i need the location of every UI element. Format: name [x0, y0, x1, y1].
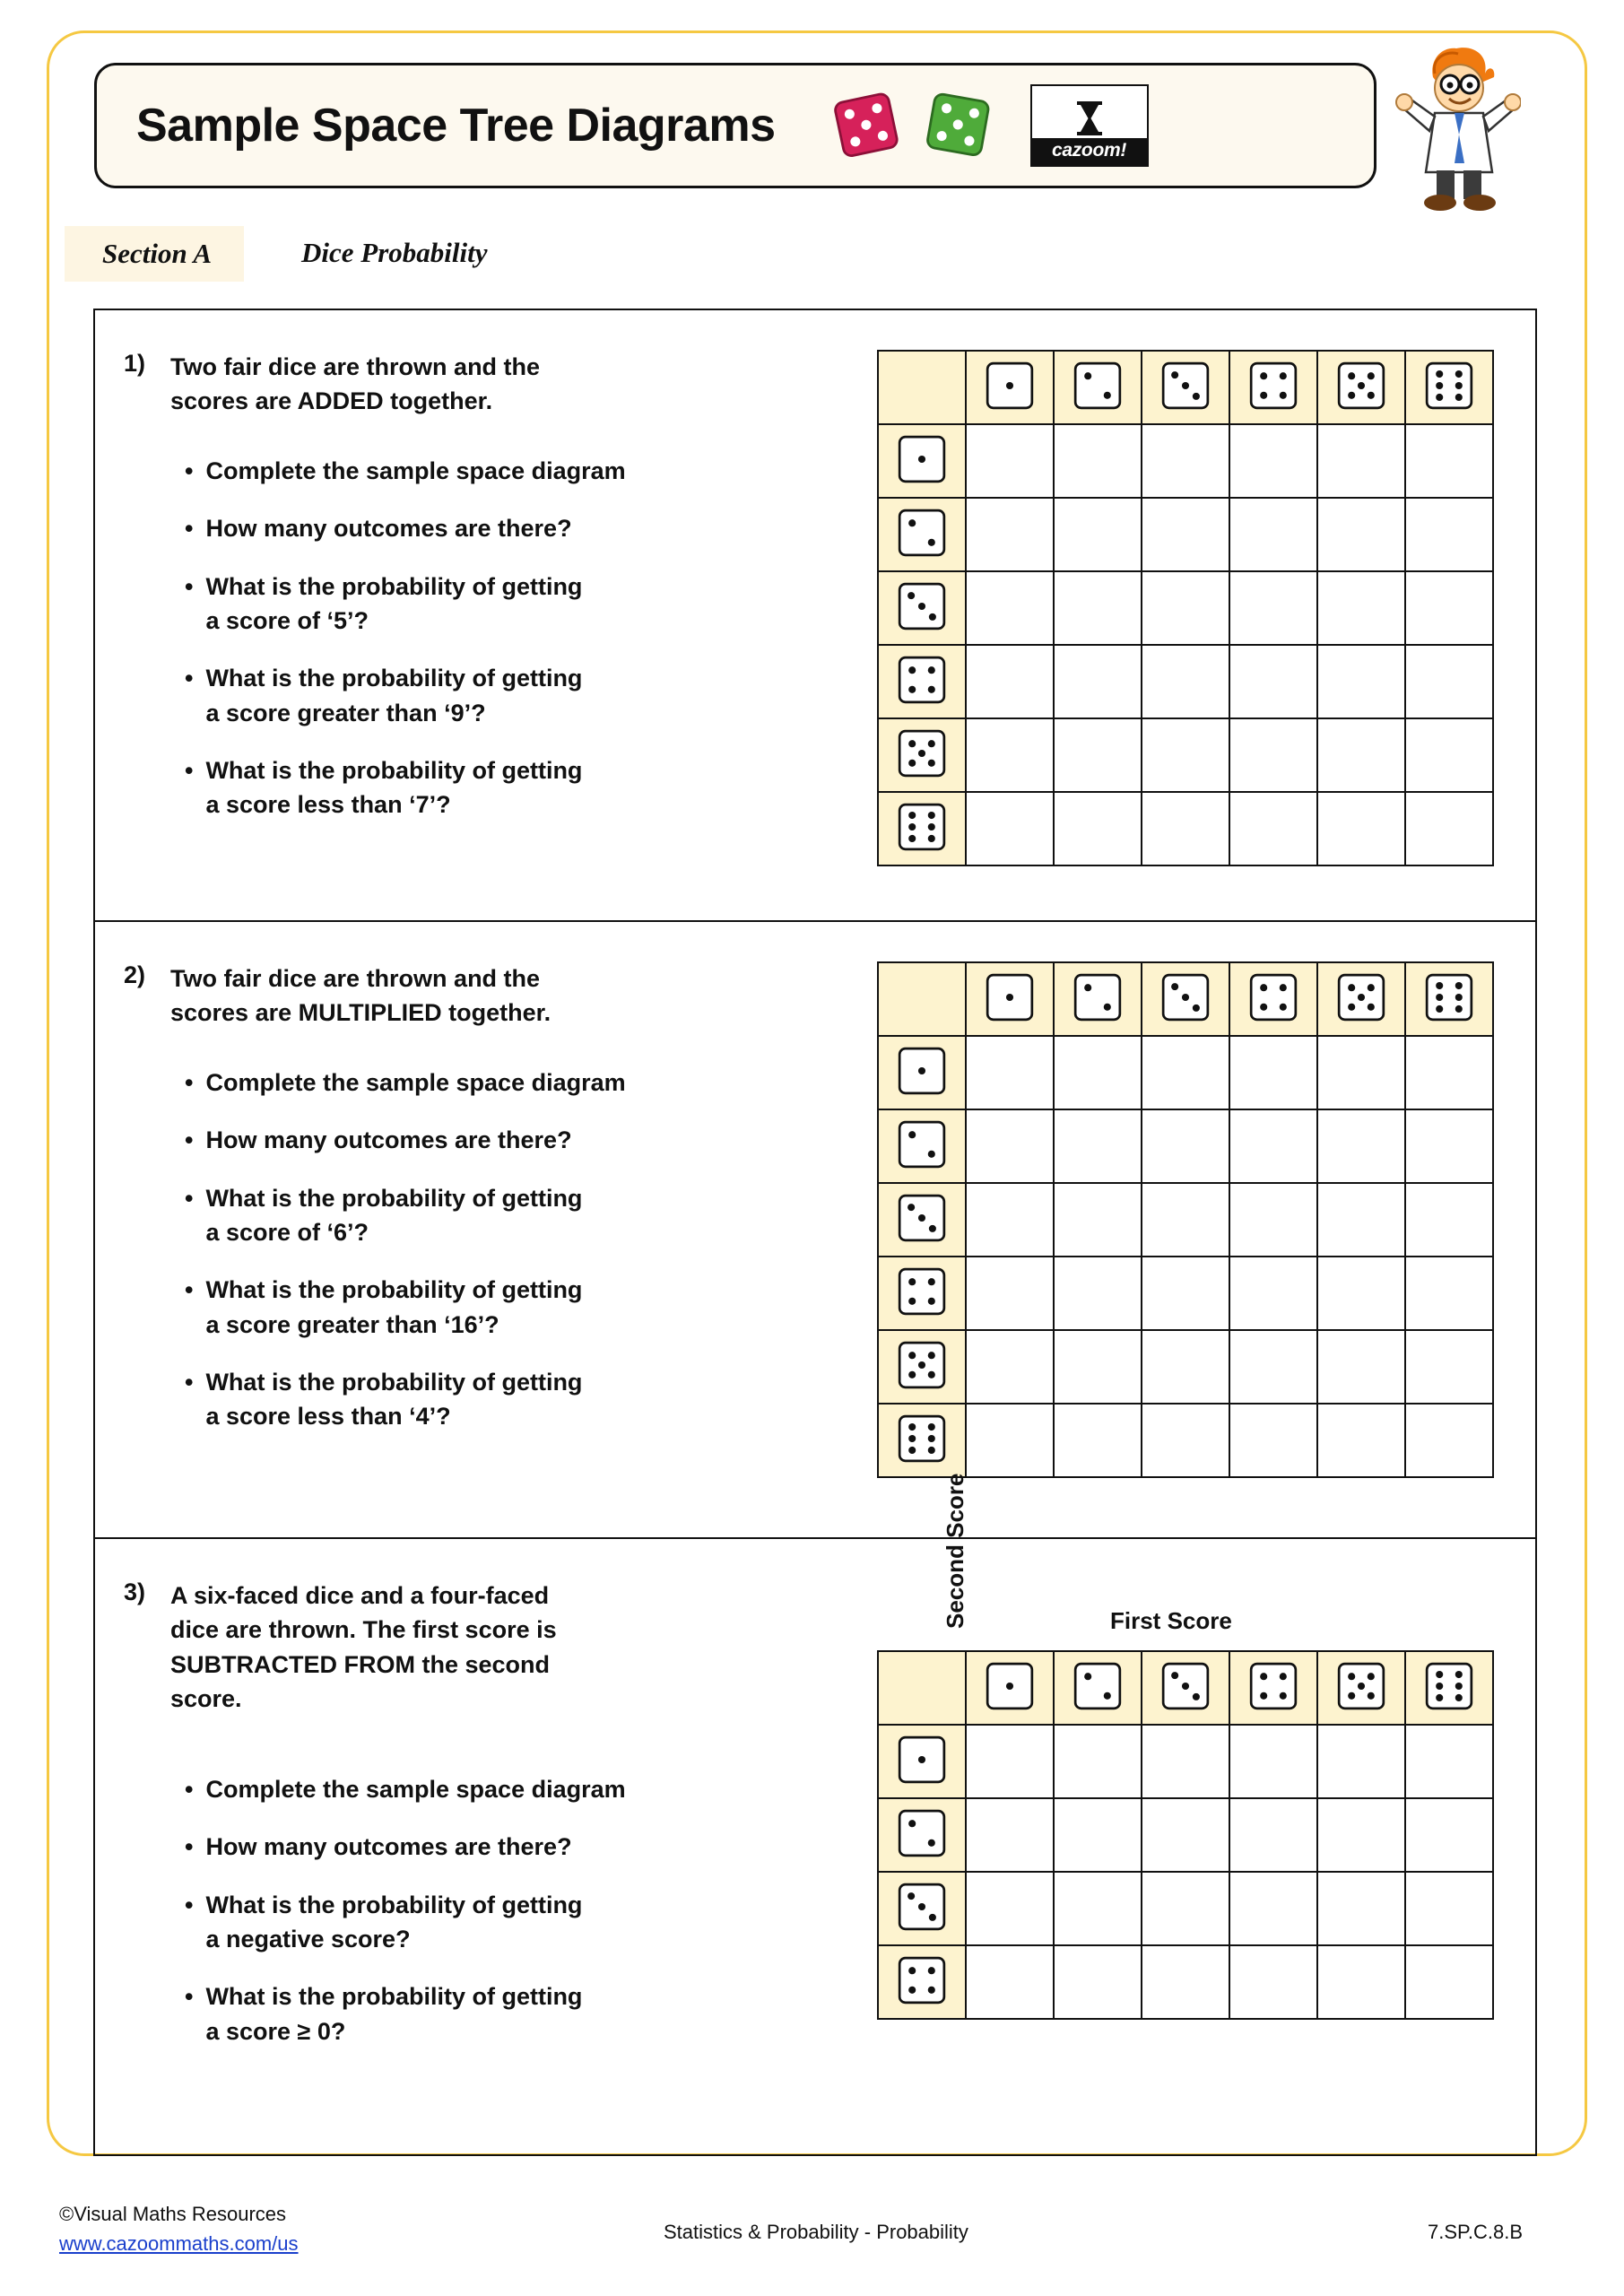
answer-cell-r3-c2[interactable]	[1054, 1183, 1142, 1257]
answer-cell-r2-c2[interactable]	[1054, 1109, 1142, 1183]
answer-cell-r6-c4[interactable]	[1229, 1404, 1317, 1477]
column-header-die-5	[1317, 351, 1405, 424]
bullet-text: Complete the sample space diagram	[205, 1776, 626, 1803]
table-row	[878, 1725, 1493, 1798]
copyright-text: ©Visual Maths Resources	[59, 2203, 287, 2225]
table-row	[878, 1183, 1493, 1257]
answer-cell-r4-c6[interactable]	[1405, 1257, 1493, 1330]
question-2-text	[170, 961, 726, 1031]
column-header-die-3	[1142, 351, 1229, 424]
column-header-die-1	[966, 351, 1054, 424]
bullet-text-2: a score of ‘5’?	[205, 606, 369, 634]
answer-cell-r2-c3[interactable]	[1142, 1109, 1229, 1183]
row-header-die-6	[878, 792, 966, 865]
bullet-dot-icon: •	[185, 1276, 194, 1304]
table-row	[878, 571, 1493, 645]
bullet-text: What is the probability of getting	[205, 572, 583, 600]
answer-cell-r2-c3[interactable]	[1142, 498, 1229, 571]
table-row	[878, 1036, 1493, 1109]
answer-cell-r3-c5[interactable]	[1317, 571, 1405, 645]
answer-cell-r3-c2[interactable]	[1054, 571, 1142, 645]
question-3-line-4: score.	[170, 1684, 242, 1712]
table-row	[878, 1109, 1493, 1183]
answer-cell-r4-c2[interactable]	[1054, 1257, 1142, 1330]
bullet-dot-icon: •	[185, 1126, 194, 1154]
grid-3-left-axis-label: Second Score	[942, 1473, 968, 1629]
row-header-die-5	[878, 718, 966, 792]
column-header-die-1	[966, 962, 1054, 1036]
answer-cell-r4-c4[interactable]	[1229, 1257, 1317, 1330]
question-3-bullets	[185, 1772, 795, 2072]
answer-cell-r6-c6[interactable]	[1405, 792, 1493, 865]
list-item	[185, 1365, 795, 1434]
question-1-number: 1)	[124, 350, 146, 377]
table-row	[878, 1945, 1493, 2019]
bullet-text-2: a score less than ‘7’?	[205, 791, 451, 819]
table-row	[878, 498, 1493, 571]
answer-cell-r3-c3[interactable]	[1142, 1872, 1229, 1945]
column-header-die-4	[1229, 1651, 1317, 1725]
answer-cell-r5-c3[interactable]	[1142, 718, 1229, 792]
answer-cell-r1-c1[interactable]	[966, 1036, 1054, 1109]
bullet-text-2: a score ≥ 0?	[205, 2017, 346, 2045]
answer-cell-r6-c6[interactable]	[1405, 1404, 1493, 1477]
list-item	[185, 1772, 795, 1806]
answer-cell-r3-c5[interactable]	[1317, 1183, 1405, 1257]
bullet-text: What is the probability of getting	[205, 665, 583, 692]
answer-cell-r3-c6[interactable]	[1405, 571, 1493, 645]
section-label: Section A	[102, 238, 213, 269]
bullet-text: What is the probability of getting	[205, 1368, 583, 1396]
cazoom-wordmark: cazoom!	[1032, 138, 1147, 165]
column-header-die-6	[1405, 1651, 1493, 1725]
grid-corner-cell	[878, 351, 966, 424]
table-row	[878, 718, 1493, 792]
table-row	[878, 1798, 1493, 1872]
row-header-die-3	[878, 1183, 966, 1257]
bullet-dot-icon: •	[185, 756, 194, 784]
answer-cell-r4-c1[interactable]	[966, 1945, 1054, 2019]
list-item	[185, 1123, 795, 1157]
answer-cell-r2-c6[interactable]	[1405, 1109, 1493, 1183]
answer-cell-r4-c2[interactable]	[1054, 1945, 1142, 2019]
answer-cell-r6-c3[interactable]	[1142, 792, 1229, 865]
list-item	[185, 753, 795, 822]
answer-cell-r1-c4[interactable]	[1229, 1036, 1317, 1109]
bullet-dot-icon: •	[185, 1184, 194, 1212]
bullet-text: What is the probability of getting	[205, 1276, 583, 1304]
answer-cell-r3-c4[interactable]	[1229, 1183, 1317, 1257]
answer-cell-r5-c6[interactable]	[1405, 718, 1493, 792]
bullet-dot-icon: •	[185, 457, 194, 484]
answer-cell-r3-c6[interactable]	[1405, 1872, 1493, 1945]
sample-space-table	[877, 961, 1494, 1478]
bullet-text: Complete the sample space diagram	[205, 1069, 626, 1096]
answer-cell-r5-c2[interactable]	[1054, 1330, 1142, 1404]
list-item	[185, 1065, 795, 1100]
answer-cell-r3-c1[interactable]	[966, 1183, 1054, 1257]
list-item	[185, 1830, 795, 1864]
answer-cell-r3-c3[interactable]	[1142, 571, 1229, 645]
bullet-text: How many outcomes are there?	[205, 515, 572, 543]
column-header-die-4	[1229, 962, 1317, 1036]
list-item	[185, 454, 795, 488]
answer-cell-r2-c1[interactable]	[966, 1798, 1054, 1872]
answer-cell-r4-c5[interactable]	[1317, 1945, 1405, 2019]
list-item	[185, 1273, 795, 1342]
answer-cell-r1-c4[interactable]	[1229, 424, 1317, 498]
answer-cell-r3-c3[interactable]	[1142, 1183, 1229, 1257]
table-row	[878, 1404, 1493, 1477]
table-row	[878, 424, 1493, 498]
question-3-line-3: SUBTRACTED FROM the second	[170, 1650, 551, 1678]
answer-cell-r1-c5[interactable]	[1317, 424, 1405, 498]
bullet-dot-icon: •	[185, 1891, 194, 1918]
question-1-line-2: scores are ADDED together.	[170, 387, 493, 415]
answer-cell-r6-c5[interactable]	[1317, 792, 1405, 865]
table-header-row	[878, 351, 1493, 424]
answer-cell-r5-c5[interactable]	[1317, 718, 1405, 792]
answer-cell-r1-c6[interactable]	[1405, 1036, 1493, 1109]
bullet-dot-icon: •	[185, 515, 194, 543]
answer-cell-r2-c6[interactable]	[1405, 498, 1493, 571]
row-header-die-3	[878, 1872, 966, 1945]
column-header-die-5	[1317, 962, 1405, 1036]
footer-standard-code: 7.SP.C.8.B	[1428, 2221, 1523, 2243]
bullet-dot-icon: •	[185, 1368, 194, 1396]
question-3-text	[170, 1578, 726, 1716]
bullet-text-2: a score less than ‘4’?	[205, 1403, 451, 1431]
row-header-die-4	[878, 645, 966, 718]
footer-left	[59, 2199, 299, 2258]
column-header-die-2	[1054, 351, 1142, 424]
question-3-number: 3)	[124, 1578, 146, 1605]
bullet-dot-icon: •	[185, 572, 194, 600]
answer-cell-r3-c1[interactable]	[966, 571, 1054, 645]
answer-cell-r1-c3[interactable]	[1142, 1725, 1229, 1798]
bullet-text-2: a negative score?	[205, 1925, 411, 1952]
grid-corner-cell	[878, 962, 966, 1036]
hourglass-icon	[1074, 100, 1105, 136]
answer-cell-r2-c4[interactable]	[1229, 498, 1317, 571]
column-header-die-4	[1229, 351, 1317, 424]
answer-cell-r5-c1[interactable]	[966, 718, 1054, 792]
title-banner	[94, 63, 1376, 188]
column-header-die-2	[1054, 962, 1142, 1036]
green-die-icon	[917, 84, 1000, 167]
row-header-die-5	[878, 1330, 966, 1404]
list-item	[185, 1979, 795, 2048]
list-item	[185, 511, 795, 545]
bullet-dot-icon: •	[185, 1069, 194, 1096]
table-row	[878, 792, 1493, 865]
row-header-die-3	[878, 571, 966, 645]
answer-cell-r5-c4[interactable]	[1229, 718, 1317, 792]
question-1-bullets	[185, 454, 795, 846]
website-link[interactable]: www.cazoommaths.com/us	[59, 2232, 299, 2255]
answer-cell-r2-c4[interactable]	[1229, 1798, 1317, 1872]
row-header-die-1	[878, 1725, 966, 1798]
column-header-die-3	[1142, 962, 1229, 1036]
row-header-die-2	[878, 498, 966, 571]
answer-cell-r2-c5[interactable]	[1317, 1798, 1405, 1872]
answer-cell-r1-c1[interactable]	[966, 1725, 1054, 1798]
answer-cell-r1-c3[interactable]	[1142, 424, 1229, 498]
row-header-die-2	[878, 1109, 966, 1183]
answer-cell-r6-c4[interactable]	[1229, 792, 1317, 865]
answer-cell-r6-c5[interactable]	[1317, 1404, 1405, 1477]
answer-cell-r5-c1[interactable]	[966, 1330, 1054, 1404]
bullet-text: How many outcomes are there?	[205, 1833, 572, 1861]
answer-cell-r3-c5[interactable]	[1317, 1872, 1405, 1945]
answer-cell-r1-c2[interactable]	[1054, 424, 1142, 498]
bullet-dot-icon: •	[185, 1776, 194, 1803]
answer-cell-r2-c5[interactable]	[1317, 498, 1405, 571]
column-header-die-5	[1317, 1651, 1405, 1725]
answer-cell-r5-c5[interactable]	[1317, 1330, 1405, 1404]
question-2-line-1: Two fair dice are thrown and the	[170, 965, 541, 992]
table-header-row	[878, 1651, 1493, 1725]
bullet-text: What is the probability of getting	[205, 756, 583, 784]
sample-space-grid-3[interactable]	[877, 1650, 1494, 2020]
row-header-die-4	[878, 1257, 966, 1330]
column-header-die-2	[1054, 1651, 1142, 1725]
section-tab	[65, 226, 244, 282]
answer-cell-r1-c2[interactable]	[1054, 1036, 1142, 1109]
question-2-line-2: scores are MULTIPLIED together.	[170, 999, 551, 1027]
answer-cell-r2-c6[interactable]	[1405, 1798, 1493, 1872]
bullet-dot-icon: •	[185, 1833, 194, 1861]
list-item	[185, 570, 795, 639]
table-row	[878, 1257, 1493, 1330]
answer-cell-r3-c4[interactable]	[1229, 571, 1317, 645]
sample-space-grid-1[interactable]	[877, 350, 1494, 866]
question-3-line-1: A six-faced dice and a four-faced	[170, 1582, 550, 1609]
row-header-die-6	[878, 1404, 966, 1477]
answer-cell-r2-c2[interactable]	[1054, 1798, 1142, 1872]
answer-cell-r6-c2[interactable]	[1054, 1404, 1142, 1477]
answer-cell-r1-c5[interactable]	[1317, 1725, 1405, 1798]
answer-cell-r4-c4[interactable]	[1229, 1945, 1317, 2019]
row-header-die-2	[878, 1798, 966, 1872]
title-dice-icons	[826, 84, 1000, 167]
answer-cell-r3-c2[interactable]	[1054, 1872, 1142, 1945]
answer-cell-r4-c3[interactable]	[1142, 1945, 1229, 2019]
answer-cell-r4-c3[interactable]	[1142, 645, 1229, 718]
table-header-row	[878, 962, 1493, 1036]
bullet-text: How many outcomes are there?	[205, 1126, 572, 1154]
answer-cell-r5-c4[interactable]	[1229, 1330, 1317, 1404]
bullet-text: What is the probability of getting	[205, 1891, 583, 1918]
row-header-die-4	[878, 1945, 966, 2019]
column-header-die-1	[966, 1651, 1054, 1725]
content-box	[93, 309, 1537, 2156]
bullet-dot-icon: •	[185, 1983, 194, 2011]
question-1-line-1: Two fair dice are thrown and the	[170, 353, 541, 380]
answer-cell-r4-c2[interactable]	[1054, 645, 1142, 718]
sample-space-table	[877, 350, 1494, 866]
question-1-text	[170, 350, 708, 419]
red-die-icon	[826, 84, 908, 167]
page-title: Sample Space Tree Diagrams	[136, 100, 776, 152]
sample-space-table	[877, 1650, 1494, 2020]
answer-cell-r1-c6[interactable]	[1405, 1725, 1493, 1798]
list-item	[185, 1888, 795, 1957]
bullet-text: What is the probability of getting	[205, 1184, 583, 1212]
bullet-dot-icon: •	[185, 665, 194, 692]
answer-cell-r4-c3[interactable]	[1142, 1257, 1229, 1330]
cazoom-logo	[1030, 84, 1149, 167]
answer-cell-r3-c1[interactable]	[966, 1872, 1054, 1945]
answer-cell-r4-c5[interactable]	[1317, 1257, 1405, 1330]
answer-cell-r1-c5[interactable]	[1317, 1036, 1405, 1109]
answer-cell-r3-c6[interactable]	[1405, 1183, 1493, 1257]
answer-cell-r1-c3[interactable]	[1142, 1036, 1229, 1109]
row-header-die-1	[878, 1036, 966, 1109]
answer-cell-r5-c2[interactable]	[1054, 718, 1142, 792]
list-item	[185, 1181, 795, 1250]
bullet-text: What is the probability of getting	[205, 1983, 583, 2011]
answer-cell-r1-c2[interactable]	[1054, 1725, 1142, 1798]
row-header-die-1	[878, 424, 966, 498]
answer-cell-r1-c1[interactable]	[966, 424, 1054, 498]
question-2-number: 2)	[124, 961, 146, 988]
answer-cell-r6-c3[interactable]	[1142, 1404, 1229, 1477]
table-row	[878, 645, 1493, 718]
answer-cell-r6-c1[interactable]	[966, 1404, 1054, 1477]
answer-cell-r2-c3[interactable]	[1142, 1798, 1229, 1872]
answer-cell-r2-c5[interactable]	[1317, 1109, 1405, 1183]
table-row	[878, 1330, 1493, 1404]
list-item	[185, 661, 795, 730]
section-topic: Dice Probability	[301, 237, 488, 268]
bullet-text-2: a score greater than ‘16’?	[205, 1310, 499, 1338]
grid-3-top-axis-label: First Score	[1110, 1607, 1232, 1634]
answer-cell-r4-c5[interactable]	[1317, 645, 1405, 718]
mascot-character	[1395, 38, 1521, 217]
column-header-die-3	[1142, 1651, 1229, 1725]
answer-cell-r5-c6[interactable]	[1405, 1330, 1493, 1404]
answer-cell-r4-c1[interactable]	[966, 1257, 1054, 1330]
footer-topic: Statistics & Probability - Probability	[664, 2221, 968, 2243]
question-2-bullets	[185, 1065, 795, 1457]
table-row	[878, 1872, 1493, 1945]
bullet-text-2: a score greater than ‘9’?	[205, 699, 486, 726]
bullet-text: Complete the sample space diagram	[205, 457, 626, 484]
answer-cell-r4-c6[interactable]	[1405, 645, 1493, 718]
grid-corner-cell	[878, 1651, 966, 1725]
answer-cell-r2-c1[interactable]	[966, 498, 1054, 571]
column-header-die-6	[1405, 351, 1493, 424]
answer-cell-r2-c2[interactable]	[1054, 498, 1142, 571]
answer-cell-r5-c3[interactable]	[1142, 1330, 1229, 1404]
answer-cell-r4-c1[interactable]	[966, 645, 1054, 718]
column-header-die-6	[1405, 962, 1493, 1036]
answer-cell-r4-c6[interactable]	[1405, 1945, 1493, 2019]
answer-cell-r1-c4[interactable]	[1229, 1725, 1317, 1798]
answer-cell-r1-c6[interactable]	[1405, 424, 1493, 498]
answer-cell-r6-c2[interactable]	[1054, 792, 1142, 865]
answer-cell-r4-c4[interactable]	[1229, 645, 1317, 718]
question-3	[95, 1473, 1535, 2156]
question-1	[95, 310, 1535, 920]
answer-cell-r2-c1[interactable]	[966, 1109, 1054, 1183]
question-2	[95, 922, 1535, 1537]
answer-cell-r3-c4[interactable]	[1229, 1872, 1317, 1945]
answer-cell-r2-c4[interactable]	[1229, 1109, 1317, 1183]
bullet-text-2: a score of ‘6’?	[205, 1218, 369, 1246]
answer-cell-r6-c1[interactable]	[966, 792, 1054, 865]
sample-space-grid-2[interactable]	[877, 961, 1494, 1478]
question-3-line-2: dice are thrown. The first score is	[170, 1616, 557, 1644]
